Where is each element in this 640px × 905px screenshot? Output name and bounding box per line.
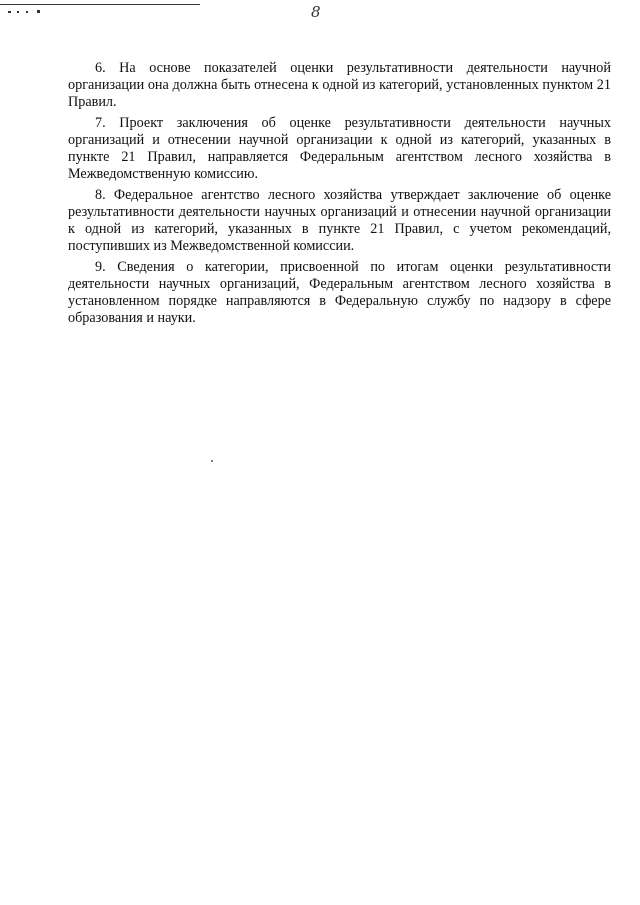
paragraph-8: 8. Федеральное агентство лесного хозяйства утверждает заключение об оценке результативности деятельности научных организаций и отнесении научной организации к одной из категорий, указанных в пункте 21 Правил, с учетом рекомендаций, поступивших из Межведомственной комиссии. <box>68 187 611 254</box>
page-number: 8 <box>311 3 321 21</box>
document-body <box>68 60 611 331</box>
paragraph-9: 9. Сведения о категории, присвоенной по итогам оценки результативности деятельности научных организаций, Федеральным агентством лесного хозяйства в установленном порядке направляются в Федеральную службу по надзору в сфере образования и науки. <box>68 259 611 326</box>
scan-artifact-marks <box>8 9 48 15</box>
paragraph-7: 7. Проект заключения об оценке результативности деятельности научных организаций и отнесении научной организации к одной из категорий, указанных в пункте 21 Правил, направляется Федеральным агентством лесного хозяйства в Межведомственную комиссию. <box>68 115 611 182</box>
scan-speck <box>211 460 213 462</box>
paragraph-6: 6. На основе показателей оценки результативности деятельности научной организации она должна быть отнесена к одной из категорий, установленных пунктом 21 Правил. <box>68 60 611 110</box>
scan-edge-line <box>0 4 200 5</box>
